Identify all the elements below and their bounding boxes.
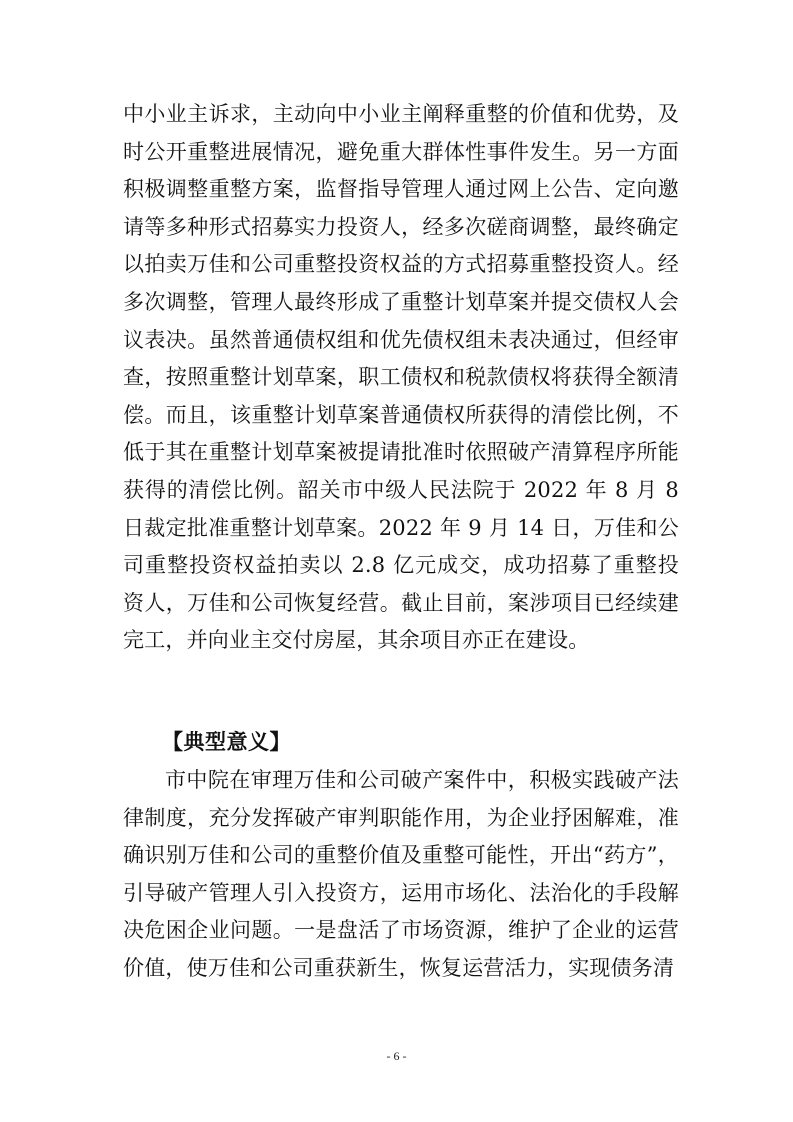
page-number: - 6 - [386,1049,407,1063]
body-paragraph-continued: 中小业主诉求，主动向中小业主阐释重整的价值和优势，及时公开重整进展情况，避免重大群体性事件发生。另一方面积极调整重整方案，监督指导管理人通过网上公告、定向邀请等多种形式招募实力投资人，经多次磋商调整，最终确定以拍卖万佳和公司重整投资权益的方式招募重整投资人。经多次调整，管理人最终形成了重整计划草案并提交债权人会议表决。虽然普通债权组和优先债权组未表决通过，但经审查，按照重整计划草案，职工债权和税款债权将获得全额清偿。而且，该重整计划草案普通债权所获得的清偿比例，不低于其在重整计划草案被提请批准时依照破产清算程序所能获得的清偿比例。韶关市中级人民法院于 2022 年 8 月 8 日裁定批准重整计划草案。2022 年 9 月 14 日，万佳和公司重整投资权益拍卖以 2.8 亿元成交，成功招募了重整投资人，万佳和公司恢复经营。截止目前，案涉项目已经续建完工，并向业主交付房屋，其余项目亦正在建设。 [123,102,679,653]
section-heading-typical-significance: 【典型意义】 [162,730,291,754]
body-paragraph-significance: 市中院在审理万佳和公司破产案件中，积极实践破产法律制度，充分发挥破产审判职能作用，为企业抒困解难，准确识别万佳和公司的重整价值及重整可能性，开出“药方”，引导破产管理人引入投资方，运用市场化、法治化的手段解决危困企业问题。一是盘活了市场资源，维护了企业的运营价值，使万佳和公司重获新生，恢复运营活力，实现债务清 [123,768,679,980]
